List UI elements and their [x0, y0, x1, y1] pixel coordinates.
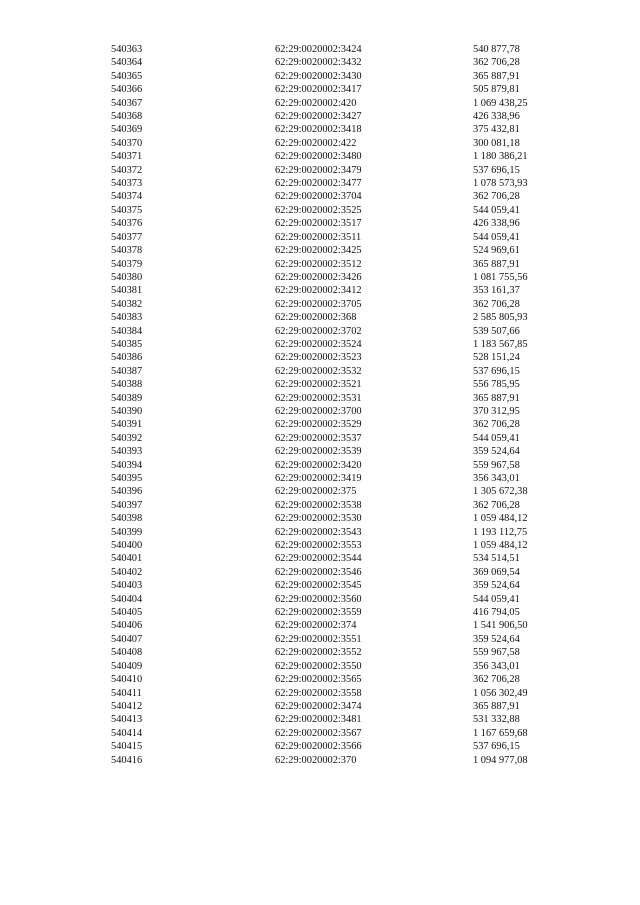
row-id: 540376	[111, 218, 143, 230]
cadastral-number: 62:29:0020002:3474	[275, 700, 362, 712]
table-row	[0, 512, 640, 525]
table-row	[0, 137, 640, 150]
cadastral-number: 62:29:0020002:370	[275, 754, 357, 766]
table-row	[0, 365, 640, 378]
table-row	[0, 338, 640, 351]
amount-value: 416 794,05	[473, 607, 520, 619]
amount-value: 534 514,51	[473, 553, 520, 565]
cadastral-number: 62:29:0020002:3532	[275, 365, 362, 377]
amount-value: 524 969,61	[473, 245, 520, 257]
cadastral-number: 62:29:0020002:3525	[275, 204, 362, 216]
amount-value: 362 706,28	[473, 419, 520, 431]
row-id: 540408	[111, 647, 143, 659]
row-id: 540392	[111, 432, 143, 444]
table-row	[0, 97, 640, 110]
cadastral-number: 62:29:0020002:3425	[275, 245, 362, 257]
cadastral-number: 62:29:0020002:3418	[275, 124, 362, 136]
cadastral-number: 62:29:0020002:3537	[275, 432, 362, 444]
row-id: 540406	[111, 620, 143, 632]
cadastral-number: 62:29:0020002:3545	[275, 580, 362, 592]
cadastral-number: 62:29:0020002:3550	[275, 660, 362, 672]
cadastral-number: 62:29:0020002:422	[275, 137, 357, 149]
table-row	[0, 70, 640, 83]
cadastral-number: 62:29:0020002:3567	[275, 727, 362, 739]
row-id: 540389	[111, 392, 143, 404]
table-row	[0, 190, 640, 203]
table-row	[0, 459, 640, 472]
table-row	[0, 123, 640, 136]
amount-value: 356 343,01	[473, 660, 520, 672]
amount-value: 359 524,64	[473, 580, 520, 592]
amount-value: 544 059,41	[473, 432, 520, 444]
table-row	[0, 378, 640, 391]
row-id: 540416	[111, 754, 143, 766]
cadastral-number: 62:29:0020002:3560	[275, 593, 362, 605]
table-row	[0, 325, 640, 338]
cadastral-number: 62:29:0020002:3531	[275, 392, 362, 404]
table-row	[0, 284, 640, 297]
table-row	[0, 271, 640, 284]
cadastral-number: 62:29:0020002:3559	[275, 607, 362, 619]
amount-value: 1 167 659,68	[473, 727, 528, 739]
table-row	[0, 646, 640, 659]
table-row	[0, 619, 640, 632]
table-row	[0, 713, 640, 726]
table-row	[0, 418, 640, 431]
cadastral-number: 62:29:0020002:420	[275, 97, 357, 109]
amount-value: 1 183 567,85	[473, 338, 528, 350]
table-row	[0, 606, 640, 619]
cadastral-number: 62:29:0020002:368	[275, 312, 357, 324]
amount-value: 1 305 672,38	[473, 486, 528, 498]
amount-value: 531 332,88	[473, 714, 520, 726]
cadastral-number: 62:29:0020002:3412	[275, 285, 362, 297]
table-row	[0, 566, 640, 579]
row-id: 540365	[111, 70, 143, 82]
cadastral-number: 62:29:0020002:374	[275, 620, 357, 632]
table-row	[0, 472, 640, 485]
table-row	[0, 164, 640, 177]
cadastral-number: 62:29:0020002:3530	[275, 513, 362, 525]
row-id: 540390	[111, 405, 143, 417]
amount-value: 365 887,91	[473, 392, 520, 404]
row-id: 540367	[111, 97, 143, 109]
amount-value: 1 059 484,12	[473, 540, 528, 552]
cadastral-number: 62:29:0020002:3551	[275, 633, 362, 645]
row-id: 540411	[111, 687, 142, 699]
amount-value: 362 706,28	[473, 674, 520, 686]
cadastral-number: 62:29:0020002:3512	[275, 258, 362, 270]
amount-value: 539 507,66	[473, 325, 520, 337]
amount-value: 505 879,81	[473, 84, 520, 96]
row-id: 540372	[111, 164, 143, 176]
row-id: 540370	[111, 137, 143, 149]
cadastral-number: 62:29:0020002:3521	[275, 379, 362, 391]
amount-value: 300 081,18	[473, 137, 520, 149]
cadastral-number: 62:29:0020002:3523	[275, 352, 362, 364]
amount-value: 359 524,64	[473, 633, 520, 645]
table-row	[0, 298, 640, 311]
table-row	[0, 405, 640, 418]
table-row	[0, 700, 640, 713]
row-id: 540380	[111, 271, 143, 283]
cadastral-number: 62:29:0020002:3511	[275, 231, 362, 243]
row-id: 540379	[111, 258, 143, 270]
row-id: 540368	[111, 111, 143, 123]
cadastral-number: 62:29:0020002:3432	[275, 57, 362, 69]
row-id: 540401	[111, 553, 143, 565]
row-id: 540383	[111, 312, 143, 324]
table-row	[0, 392, 640, 405]
row-id: 540391	[111, 419, 143, 431]
cadastral-number: 62:29:0020002:3543	[275, 526, 362, 538]
amount-value: 1 081 755,56	[473, 271, 528, 283]
table-row	[0, 150, 640, 163]
table-row	[0, 579, 640, 592]
cadastral-number: 62:29:0020002:3420	[275, 459, 362, 471]
row-id: 540384	[111, 325, 143, 337]
cadastral-number: 62:29:0020002:375	[275, 486, 357, 498]
cadastral-number: 62:29:0020002:3481	[275, 714, 362, 726]
row-id: 540387	[111, 365, 143, 377]
row-id: 540397	[111, 499, 143, 511]
amount-value: 559 967,58	[473, 459, 520, 471]
row-id: 540374	[111, 191, 143, 203]
row-id: 540375	[111, 204, 143, 216]
amount-value: 2 585 805,93	[473, 312, 528, 324]
table-row	[0, 432, 640, 445]
cadastral-number: 62:29:0020002:3544	[275, 553, 362, 565]
amount-value: 537 696,15	[473, 164, 520, 176]
amount-value: 1 094 977,08	[473, 754, 528, 766]
table-row	[0, 687, 640, 700]
table-row	[0, 485, 640, 498]
amount-value: 537 696,15	[473, 365, 520, 377]
table-row	[0, 552, 640, 565]
cadastral-number: 62:29:0020002:3539	[275, 446, 362, 458]
table-row	[0, 351, 640, 364]
table-row	[0, 311, 640, 324]
amount-value: 544 059,41	[473, 231, 520, 243]
amount-value: 365 887,91	[473, 258, 520, 270]
row-id: 540366	[111, 84, 143, 96]
row-id: 540378	[111, 245, 143, 257]
amount-value: 375 432,81	[473, 124, 520, 136]
amount-value: 353 161,37	[473, 285, 520, 297]
row-id: 540394	[111, 459, 143, 471]
cadastral-number: 62:29:0020002:3538	[275, 499, 362, 511]
cadastral-number: 62:29:0020002:3566	[275, 741, 362, 753]
table-row	[0, 110, 640, 123]
cadastral-number: 62:29:0020002:3558	[275, 687, 362, 699]
row-id: 540404	[111, 593, 143, 605]
amount-value: 370 312,95	[473, 405, 520, 417]
row-id: 540400	[111, 540, 143, 552]
cadastral-number: 62:29:0020002:3426	[275, 271, 362, 283]
amount-value: 356 343,01	[473, 473, 520, 484]
amount-value: 1 069 438,25	[473, 97, 528, 109]
cadastral-number: 62:29:0020002:3417	[275, 84, 362, 96]
row-id: 540405	[111, 607, 143, 619]
cadastral-number: 62:29:0020002:3480	[275, 151, 362, 163]
row-id: 540402	[111, 566, 143, 578]
cadastral-number: 62:29:0020002:3477	[275, 178, 362, 190]
cadastral-number: 62:29:0020002:3704	[275, 191, 362, 203]
cadastral-number: 62:29:0020002:3552	[275, 647, 362, 659]
row-id: 540413	[111, 714, 143, 726]
row-id: 540399	[111, 526, 143, 538]
table-row	[0, 445, 640, 458]
table-row	[0, 231, 640, 244]
cadastral-number: 62:29:0020002:3517	[275, 218, 362, 230]
row-id: 540363	[111, 44, 143, 55]
amount-value: 365 887,91	[473, 700, 520, 712]
data-table	[0, 43, 640, 767]
row-id: 540381	[111, 285, 143, 297]
amount-value: 1 078 573,93	[473, 178, 528, 190]
cadastral-number: 62:29:0020002:3424	[275, 44, 362, 55]
table-row	[0, 217, 640, 230]
amount-value: 362 706,28	[473, 191, 520, 203]
amount-value: 537 696,15	[473, 741, 520, 753]
row-id: 540395	[111, 473, 143, 484]
cadastral-number: 62:29:0020002:3546	[275, 566, 362, 578]
cadastral-number: 62:29:0020002:3427	[275, 111, 362, 123]
row-id: 540371	[111, 151, 143, 163]
amount-value: 362 706,28	[473, 499, 520, 511]
table-row	[0, 56, 640, 69]
table-row	[0, 258, 640, 271]
row-id: 540364	[111, 57, 143, 69]
table-row	[0, 83, 640, 96]
amount-value: 1 541 906,50	[473, 620, 528, 632]
row-id: 540403	[111, 580, 143, 592]
amount-value: 362 706,28	[473, 57, 520, 69]
table-row	[0, 727, 640, 740]
row-id: 540415	[111, 741, 143, 753]
cadastral-number: 62:29:0020002:3529	[275, 419, 362, 431]
cadastral-number: 62:29:0020002:3700	[275, 405, 362, 417]
cadastral-number: 62:29:0020002:3702	[275, 325, 362, 337]
amount-value: 544 059,41	[473, 593, 520, 605]
row-id: 540407	[111, 633, 143, 645]
table-row	[0, 499, 640, 512]
table-row	[0, 754, 640, 767]
amount-value: 426 338,96	[473, 111, 520, 123]
row-id: 540377	[111, 231, 143, 243]
row-id: 540414	[111, 727, 143, 739]
row-id: 540382	[111, 298, 143, 310]
amount-value: 528 151,24	[473, 352, 520, 364]
cadastral-number: 62:29:0020002:3419	[275, 473, 362, 484]
table-row	[0, 660, 640, 673]
amount-value: 559 967,58	[473, 647, 520, 659]
cadastral-number: 62:29:0020002:3479	[275, 164, 362, 176]
table-row	[0, 244, 640, 257]
cadastral-number: 62:29:0020002:3524	[275, 338, 362, 350]
cadastral-number: 62:29:0020002:3430	[275, 70, 362, 82]
amount-value: 369 069,54	[473, 566, 520, 578]
table-row	[0, 539, 640, 552]
amount-value: 544 059,41	[473, 204, 520, 216]
cadastral-number: 62:29:0020002:3565	[275, 674, 362, 686]
amount-value: 1 056 302,49	[473, 687, 528, 699]
amount-value: 365 887,91	[473, 70, 520, 82]
table-row	[0, 633, 640, 646]
row-id: 540409	[111, 660, 143, 672]
row-id: 540396	[111, 486, 143, 498]
row-id: 540385	[111, 338, 143, 350]
table-row	[0, 673, 640, 686]
cadastral-number: 62:29:0020002:3553	[275, 540, 362, 552]
row-id: 540373	[111, 178, 143, 190]
table-row	[0, 43, 640, 56]
amount-value: 426 338,96	[473, 218, 520, 230]
table-row	[0, 593, 640, 606]
amount-value: 1 193 112,75	[473, 526, 528, 538]
table-row	[0, 740, 640, 753]
cadastral-number: 62:29:0020002:3705	[275, 298, 362, 310]
table-row	[0, 204, 640, 217]
row-id: 540388	[111, 379, 143, 391]
row-id: 540410	[111, 674, 143, 686]
amount-value: 362 706,28	[473, 298, 520, 310]
row-id: 540412	[111, 700, 143, 712]
amount-value: 1 059 484,12	[473, 513, 528, 525]
row-id: 540393	[111, 446, 143, 458]
table-row	[0, 177, 640, 190]
row-id: 540386	[111, 352, 143, 364]
amount-value: 1 180 386,21	[473, 151, 528, 163]
amount-value: 359 524,64	[473, 446, 520, 458]
table-row	[0, 526, 640, 539]
amount-value: 556 785,95	[473, 379, 520, 391]
amount-value: 540 877,78	[473, 44, 520, 55]
row-id: 540369	[111, 124, 143, 136]
row-id: 540398	[111, 513, 143, 525]
